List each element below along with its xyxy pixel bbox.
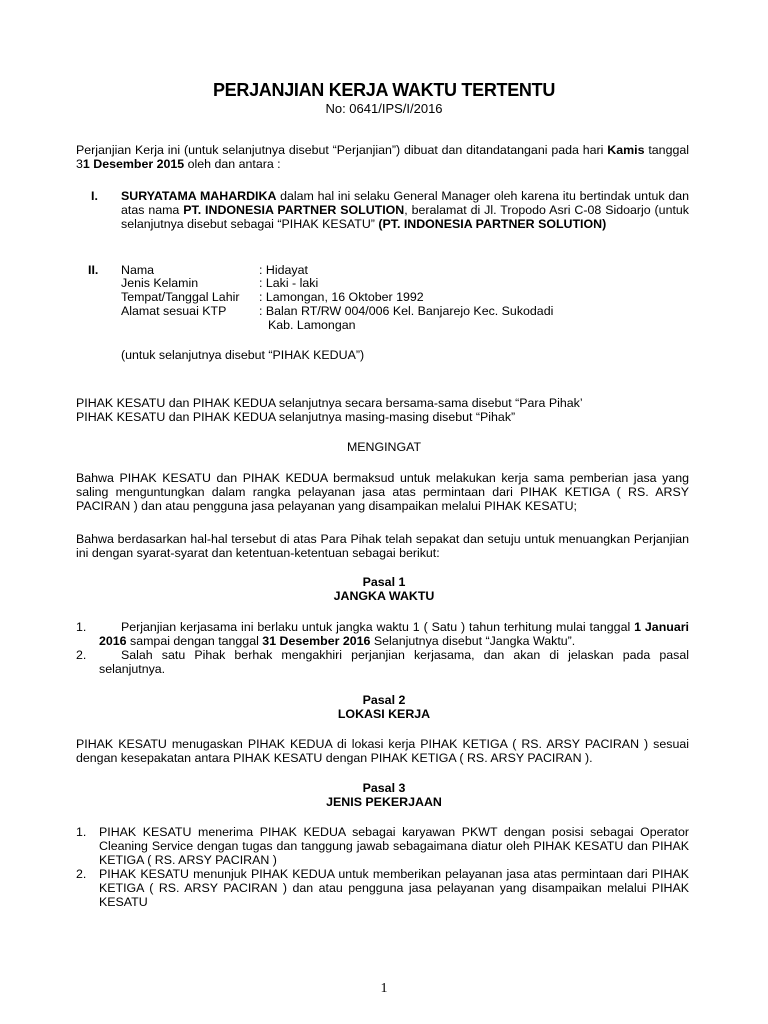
intro-paragraph [76,143,689,171]
pasal1-item2-number: 2. [76,648,87,662]
intro-day: Kamis [607,143,645,157]
pasal2-text: PIHAK KESATU menugaskan PIHAK KEDUA di lokasi kerja PIHAK KETIGA ( RS. ARSY PACIRAN ) sesuai dengan kesepakatan antara PIHAK KESATU dengan PIHAK KETIGA ( RS. ARSY PACIRAN ). [76,737,689,765]
party2-address-line2: Kab. Lamongan [268,318,356,332]
pasal3-title: JENIS PEKERJAAN [326,795,442,809]
party1-numeral: I. [91,189,98,203]
pasal1-item1-part-e: Selanjutnya disebut “Jangka Waktu”. [370,634,576,648]
pasal2-number: Pasal 2 [362,693,406,707]
recital-2: Bahwa berdasarkan hal-hal tersebut di atas Para Pihak telah sepakat dan setuju untuk menuangkan Perjanjian ini dengan syarat-syarat dan ketentuan-ketentuan sebagai berikut: [76,532,689,560]
document-title: PERJANJIAN KERJA WAKTU TERTENTU [212,80,556,100]
party2-note: (untuk selanjutnya disebut “PIHAK KEDUA”) [121,348,365,362]
party2-numeral: II. [88,263,99,277]
party2-label-birth: Tempat/Tanggal Lahir [121,290,240,304]
pasal1-item1-text [99,620,689,648]
party1-paragraph [121,189,689,231]
pasal1-item1-end-date: 31 Desember 2016 [262,634,371,648]
party1-company: PT. INDONESIA PARTNER SOLUTION [183,203,405,217]
intro-text-1: Perjanjian Kerja ini (untuk selanjutnya disebut “Perjanjian”) dibuat dan ditandatangani pada hari [76,143,608,157]
pasal1-item1-part-a: Perjanjian kerjasama ini berlaku untuk jangka waktu 1 ( Satu ) tahun terhitung mulai tanggal [121,620,635,634]
parties-joint-definition: PIHAK KESATU dan PIHAK KEDUA selanjutnya secara bersama-sama disebut “Para Pihak’ [76,396,583,410]
party1-company-paren: (PT. INDONESIA PARTNER SOLUTION) [378,217,607,231]
pasal3-item2-text: PIHAK KESATU menunjuk PIHAK KEDUA untuk memberikan pelayanan jasa atas permintaan dari PIHAK KETIGA ( RS. ARSY PACIRAN ) dan atau pengguna jasa pelayanan yang disampaikan melalui PIHAK KESATU [99,867,689,909]
recital-1: Bahwa PIHAK KESATU dan PIHAK KEDUA bermaksud untuk melakukan kerja sama pemberian jasa yang saling menguntungkan dalam rangka pelayanan jasa atas permintaan dari PIHAK KETIGA ( RS. ARSY PACIRAN ) dan atau pengguna jasa pelayanan yang disampaikan melalui PIHAK KESATU; [76,471,689,513]
pasal3-item1-number: 1. [76,825,87,839]
intro-date: 1 Desember 2015 [82,157,185,171]
party2-value-address: : Balan RT/RW 004/006 Kel. Banjarejo Kec. Sukodadi [259,304,554,318]
party2-value-gender: : Laki - laki [259,276,319,290]
pasal3-number: Pasal 3 [362,781,406,795]
intro-text-2: tanggal 3 [76,143,689,171]
party1-text-1: dalam hal ini selaku General Manager oleh karena itu bertindak untuk dan atas nama [121,189,689,217]
pasal1-item1-part-c: sampai dengan tanggal [126,634,263,648]
intro-text-3: oleh dan antara : [184,157,281,171]
party2-fields [0,263,768,333]
pasal3-item1-text: PIHAK KESATU menerima PIHAK KEDUA sebagai karyawan PKWT dengan posisi sebagai Operator Cleaning Service dengan tugas dan tanggung jawab sebagaimana diatur oleh PIHAK KESATU dan PIHAK KETIGA ( RS. ARSY PACIRAN ) [99,825,689,867]
mengingat-heading: MENGINGAT [346,440,422,454]
parties-each-definition: PIHAK KESATU dan PIHAK KEDUA selanjutnya masing-masing disebut “Pihak” [76,410,516,424]
pasal3-item2-number: 2. [76,867,87,881]
page-number: 1 [380,981,388,996]
pasal1-item2-text: Salah satu Pihak berhak mengakhiri perjanjian kerjasama, dan akan di jelaskan pada pasal selanjutnya. [99,648,689,676]
pasal1-item1-start-date: 1 Januari 2016 [99,620,689,648]
pasal1-title: JANGKA WAKTU [333,589,435,603]
document-number: No: 0641/IPS/I/2016 [325,101,443,116]
party2-label-nama: Nama [121,263,155,277]
party2-label-gender: Jenis Kelamin [121,276,199,290]
pasal2-title: LOKASI KERJA [337,707,431,721]
party2-value-nama: : Hidayat [259,263,308,277]
party2-label-address: Alamat sesuai KTP [121,304,227,318]
party1-text-2: , beralamat di Jl. Tropodo Asri C-08 Sidoarjo (untuk selanjutnya disebut sebagai “PIHAK KESATU” [121,203,689,231]
pasal1-number: Pasal 1 [362,575,406,589]
pasal1-item1-number: 1. [76,620,87,634]
party2-value-birth: : Lamongan, 16 Oktober 1992 [259,290,424,304]
party1-name: SURYATAMA MAHARDIKA [121,189,277,203]
